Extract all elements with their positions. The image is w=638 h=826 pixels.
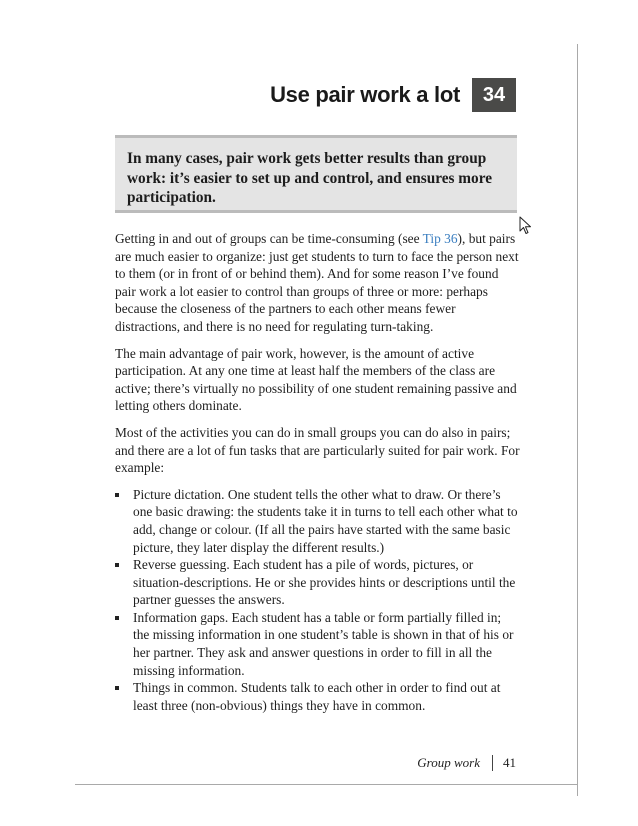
summary-box [115, 135, 517, 213]
bullet-icon [115, 493, 119, 497]
page-header [270, 77, 516, 113]
page-edge-bottom [75, 784, 578, 785]
summary-text: In many cases, pair work gets better results than group work: it’s easier to set up and control, and ensures more participation. [127, 150, 492, 206]
list-item [115, 609, 520, 679]
example-list [115, 486, 520, 715]
list-item [115, 486, 520, 556]
paragraph-text: Getting in and out of groups can be time-consuming (see [115, 231, 423, 246]
list-item [115, 556, 520, 609]
paragraph [115, 230, 520, 336]
list-item-text: Picture dictation. One student tells the other what to draw. Or there’s one basic drawing: the students take it in turns to tell each other what to add, change or colour. (If all the pairs have started with the same basic picture, they later display the different results.) [133, 486, 518, 555]
list-item [115, 679, 520, 714]
page-footer [417, 754, 516, 772]
paragraph: Most of the activities you can do in small groups you can do also in pairs; and there are a lot of fun tasks that are particularly suited for pair work. For example: [115, 424, 520, 476]
tip-link[interactable]: Tip 36 [422, 231, 458, 246]
page-edge-right [577, 44, 578, 796]
list-item-text: Things in common. Students talk to each other in order to find out at least three (non-obvious) things they have in common. [133, 680, 501, 713]
list-item-text: Information gaps. Each student has a table or form partially filled in; the missing information in one student’s table is shown in that of his or her partner. They ask and answer questions in order to fill in all the missing information. [133, 609, 514, 678]
bullet-icon [115, 616, 119, 620]
bullet-icon [115, 686, 119, 690]
mouse-pointer-icon [519, 216, 532, 235]
bullet-icon [115, 563, 119, 567]
footer-divider [492, 755, 493, 771]
page-title: Use pair work a lot [270, 82, 460, 107]
page-number: 41 [503, 755, 516, 770]
paragraph: The main advantage of pair work, however, is the amount of active participation. At any one time at least half the members of the class are active; there’s virtually no possibility of one student remaining passive and letting others dominate. [115, 345, 517, 414]
tip-number-badge: 34 [472, 78, 516, 112]
section-name: Group work [417, 755, 480, 770]
body-content [115, 230, 520, 714]
list-item-text: Reverse guessing. Each student has a pile of words, pictures, or situation-descriptions. He or she provides hints or descriptions until the partner guesses the answers. [133, 557, 516, 608]
paragraph-text: ), but pairs are much easier to organize: just get students to turn to face the person next to them (or in front of or behind them). And for some reason I’ve found pair work a lot easier to control than groups of three or more: perhaps because the closeness of the partners to each other means fewer distractions, and there is no need for regulating turn-taking. [115, 231, 519, 334]
